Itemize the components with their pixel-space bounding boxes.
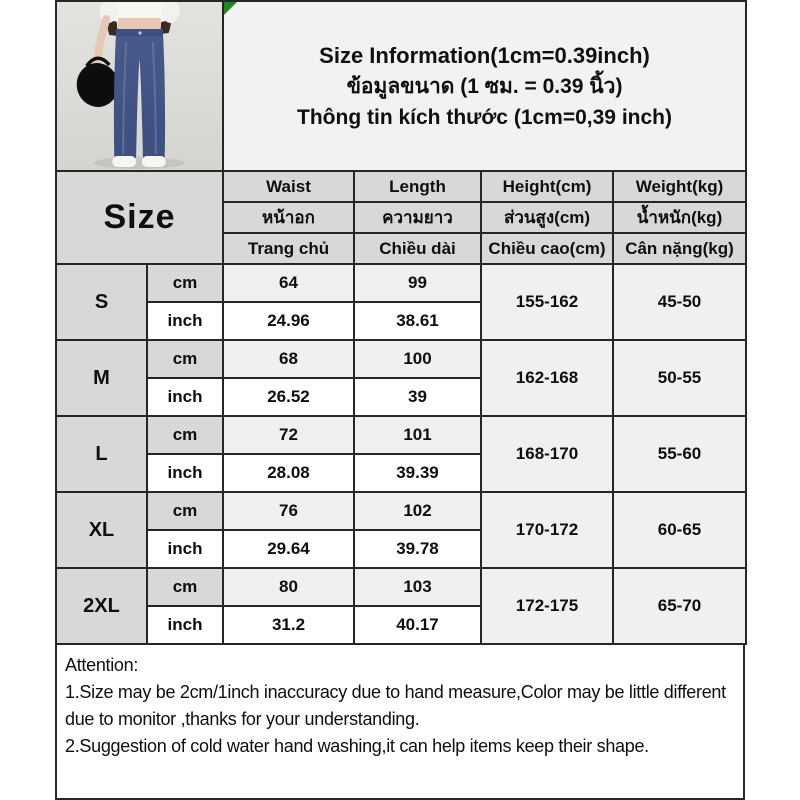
waist-inch-xl: 29.64 xyxy=(223,530,354,568)
weight-range-m: 50-55 xyxy=(613,340,746,416)
table-row xyxy=(56,416,746,454)
col-header-weight-vi: Cân nặng(kg) xyxy=(613,233,746,264)
waist-inch-l: 28.08 xyxy=(223,454,354,492)
waist-cm-s: 64 xyxy=(223,264,354,302)
unit-cm: cm xyxy=(147,568,223,606)
length-cm-l: 101 xyxy=(354,416,481,454)
length-cm-s: 99 xyxy=(354,264,481,302)
col-header-height-en: Height(cm) xyxy=(481,171,613,202)
floor-shadow xyxy=(94,157,185,169)
waist-inch-s: 24.96 xyxy=(223,302,354,340)
title-vietnamese: Thông tin kích thước (1cm=0,39 inch) xyxy=(297,105,672,129)
attention-heading: Attention: xyxy=(65,655,139,675)
weight-range-s: 45-50 xyxy=(613,264,746,340)
table-row xyxy=(56,568,746,606)
height-range-s: 155-162 xyxy=(481,264,613,340)
product-photo-cell xyxy=(56,1,223,171)
length-inch-xl: 39.78 xyxy=(354,530,481,568)
green-corner-marker-icon xyxy=(224,2,237,15)
title-thai: ข้อมูลขนาด (1 ซม. = 0.39 นิ้ว) xyxy=(346,74,623,98)
attention-box xyxy=(55,643,745,800)
waist-cm-xl: 76 xyxy=(223,492,354,530)
table-row xyxy=(56,264,746,302)
shoe-right xyxy=(142,156,166,167)
unit-cm: cm xyxy=(147,340,223,378)
length-inch-2xl: 40.17 xyxy=(354,606,481,644)
col-header-length-vi: Chiều dài xyxy=(354,233,481,264)
col-header-length-en: Length xyxy=(354,171,481,202)
col-header-height-vi: Chiều cao(cm) xyxy=(481,233,613,264)
length-inch-s: 38.61 xyxy=(354,302,481,340)
waist-cm-2xl: 80 xyxy=(223,568,354,606)
length-inch-m: 39 xyxy=(354,378,481,416)
unit-inch: inch xyxy=(147,302,223,340)
col-header-height-th: ส่วนสูง(cm) xyxy=(481,202,613,233)
col-header-waist-vi: Trang chủ xyxy=(223,233,354,264)
weight-range-2xl: 65-70 xyxy=(613,568,746,644)
size-chart-content xyxy=(55,0,745,800)
attention-note-2: 2.Suggestion of cold water hand washing,it can help items keep their shape. xyxy=(65,736,649,756)
jeans-button xyxy=(138,31,141,34)
waist-inch-2xl: 31.2 xyxy=(223,606,354,644)
unit-inch: inch xyxy=(147,606,223,644)
table-row xyxy=(56,492,746,530)
size-label-xl: XL xyxy=(56,492,147,568)
col-header-weight-en: Weight(kg) xyxy=(613,171,746,202)
unit-inch: inch xyxy=(147,454,223,492)
weight-range-xl: 60-65 xyxy=(613,492,746,568)
length-cm-m: 100 xyxy=(354,340,481,378)
length-inch-l: 39.39 xyxy=(354,454,481,492)
attention-note-1: 1.Size may be 2cm/1inch inaccuracy due to hand measure,Color may be little different due to monitor ,thanks for your understanding. xyxy=(65,682,726,729)
unit-inch: inch xyxy=(147,378,223,416)
size-label-l: L xyxy=(56,416,147,492)
weight-range-l: 55-60 xyxy=(613,416,746,492)
col-header-weight-th: น้ำหนัก(kg) xyxy=(613,202,746,233)
col-header-waist-th: หน้าอก xyxy=(223,202,354,233)
title-english: Size Information(1cm=0.39inch) xyxy=(319,42,650,68)
size-label-s: S xyxy=(56,264,147,340)
shoe-left xyxy=(112,156,136,167)
col-header-waist-en: Waist xyxy=(223,171,354,202)
size-table xyxy=(55,0,747,645)
size-label-2xl: 2XL xyxy=(56,568,147,644)
height-range-m: 162-168 xyxy=(481,340,613,416)
unit-cm: cm xyxy=(147,416,223,454)
unit-cm: cm xyxy=(147,492,223,530)
title-cell xyxy=(223,1,746,171)
length-cm-2xl: 103 xyxy=(354,568,481,606)
model-photo xyxy=(57,2,222,170)
length-cm-xl: 102 xyxy=(354,492,481,530)
waist-inch-m: 26.52 xyxy=(223,378,354,416)
height-range-2xl: 172-175 xyxy=(481,568,613,644)
unit-cm: cm xyxy=(147,264,223,302)
unit-inch: inch xyxy=(147,530,223,568)
waist-cm-l: 72 xyxy=(223,416,354,454)
table-row xyxy=(56,340,746,378)
size-label-m: M xyxy=(56,340,147,416)
col-header-length-th: ความยาว xyxy=(354,202,481,233)
height-range-xl: 170-172 xyxy=(481,492,613,568)
height-range-l: 168-170 xyxy=(481,416,613,492)
waist-cm-m: 68 xyxy=(223,340,354,378)
size-column-header: Size xyxy=(56,171,223,264)
